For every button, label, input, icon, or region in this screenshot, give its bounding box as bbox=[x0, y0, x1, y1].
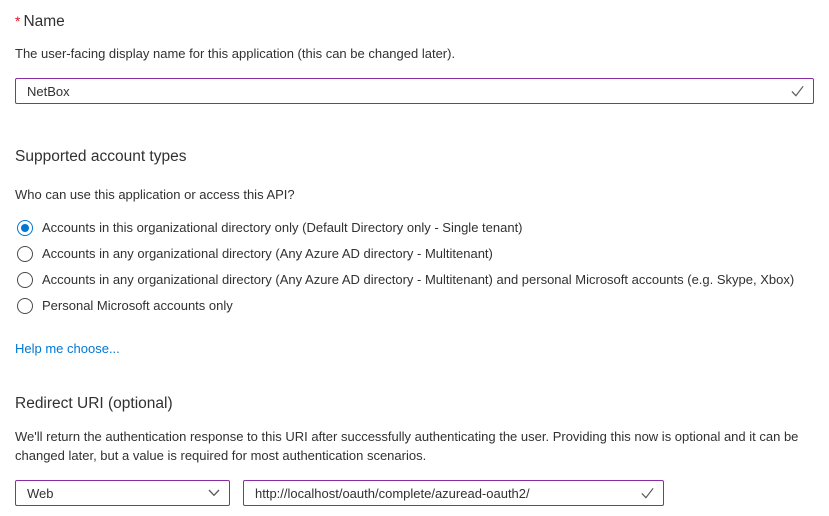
radio-option-label: Accounts in this organizational directory only (Default Directory only - Single tenant) bbox=[42, 220, 523, 235]
radio-button-icon[interactable] bbox=[17, 220, 33, 236]
radio-button-icon[interactable] bbox=[17, 246, 33, 262]
platform-select-value: Web bbox=[27, 485, 54, 501]
name-section bbox=[15, 11, 814, 104]
chevron-down-icon bbox=[208, 489, 220, 497]
platform-select[interactable] bbox=[15, 480, 230, 506]
redirect-uri-section bbox=[15, 394, 814, 506]
redirect-uri-input-wrap bbox=[243, 480, 664, 506]
name-heading-label: Name bbox=[23, 13, 65, 30]
supported-account-types-section bbox=[15, 147, 814, 358]
radio-option-label: Accounts in any organizational directory (Any Azure AD directory - Multitenant) bbox=[42, 246, 493, 261]
redirect-uri-heading: Redirect URI (optional) bbox=[15, 395, 173, 412]
name-input-wrap bbox=[15, 78, 814, 104]
radio-button-icon[interactable] bbox=[17, 272, 33, 288]
redirect-uri-description: We'll return the authentication response to this URI after successfully authenticating the user. Providing this now is optional and it can be changed later, but a value is required for most authentication scenarios. bbox=[15, 429, 799, 463]
name-heading bbox=[15, 11, 814, 32]
radio-button-icon[interactable] bbox=[17, 298, 33, 314]
radio-option-personal-only[interactable] bbox=[15, 293, 814, 319]
radio-option-single-tenant[interactable] bbox=[15, 215, 814, 241]
help-me-choose-link[interactable]: Help me choose... bbox=[15, 341, 120, 356]
radio-option-label: Accounts in any organizational directory (Any Azure AD directory - Multitenant) and personal Microsoft accounts (e.g. Skype, Xbox) bbox=[42, 272, 795, 287]
name-input[interactable] bbox=[15, 78, 814, 104]
account-type-radio-group bbox=[15, 215, 814, 319]
redirect-uri-input[interactable] bbox=[243, 480, 664, 506]
supported-account-types-heading: Supported account types bbox=[15, 148, 187, 165]
redirect-uri-row bbox=[15, 480, 814, 506]
name-description: The user-facing display name for this application (this can be changed later). bbox=[15, 46, 456, 61]
radio-option-multitenant-personal[interactable] bbox=[15, 267, 814, 293]
radio-option-multitenant[interactable] bbox=[15, 241, 814, 267]
required-asterisk: * bbox=[15, 13, 21, 29]
radio-option-label: Personal Microsoft accounts only bbox=[42, 298, 233, 313]
account-types-question: Who can use this application or access this API? bbox=[15, 187, 295, 202]
